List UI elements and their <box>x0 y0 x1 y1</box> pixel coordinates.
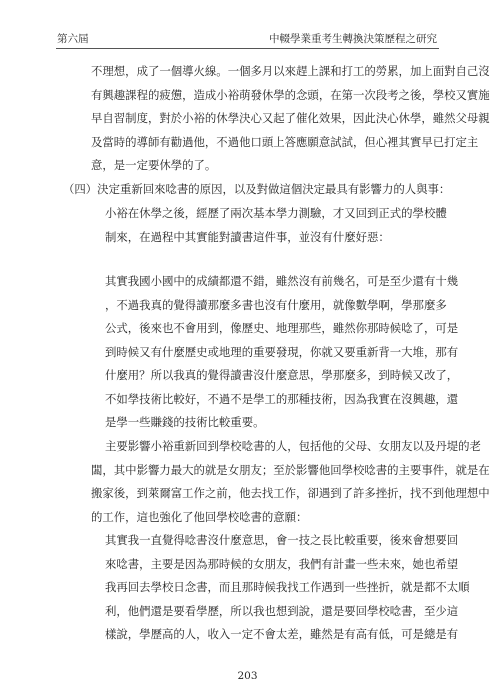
header-rule <box>56 48 439 49</box>
running-header-left: 第六屆 <box>57 33 89 45</box>
body-line: 不理想，成了一個導火線。一個多月以來趕上課和打工的勞累，加上面對自己沒 <box>91 64 490 78</box>
quote-line: 到時候又有什麼歷史或地理的重要發現，你就又要重新背一大堆，那有 <box>105 345 459 359</box>
body-line: 制來，在過程中其實能對讀書這件事，並沒有什麼好惡： <box>105 230 390 244</box>
quote-line: ，不過我真的覺得讀那麼多書也沒有什麼用，就像數學啊，學那麼多 <box>105 298 447 312</box>
section-heading: （四）決定重新回來唸書的原因，以及對做這個決定最具有影響力的人與事： <box>63 182 451 196</box>
quote-line: 是學一些賺錢的技術比較重要。 <box>105 415 265 429</box>
body-line: 及當時的導師有勸過他，不過他口頭上答應願意試試，但心裡其實早已打定主 <box>91 135 479 149</box>
body-line: 有興趣課程的疲憊，造成小裕萌發休學的念頭，在第一次段考之後，學校又實施 <box>91 88 490 102</box>
quote-line: 我再回去學校日念書，而且那時候我找工作遇到一些挫折，就是都不太順 <box>105 580 470 594</box>
body-line: 闆，其中影響力最大的就是女朋友；至於影響他回學校唸書的主要事件，就是在 <box>91 463 490 477</box>
page-number: 203 <box>237 670 258 682</box>
quote-line: 來唸書，主要是因為那時候的女朋友，我們有計畫一些未來，她也希望 <box>105 557 459 571</box>
body-line: 的工作，這也強化了他回學校唸書的意願： <box>91 510 308 524</box>
quote-line: 其實我國小國中的成績都還不錯，雖然沒有前幾名，可是至少還有十幾 <box>105 274 459 288</box>
body-line: 意，是一定要休學的了。 <box>91 158 217 172</box>
body-line: 搬家後，到萊爾富工作之前，他去找工作，卻遇到了許多挫折，找不到他理想中 <box>91 486 490 500</box>
quote-line: 什麼用？所以我真的覺得讀書沒什麼意思，學那麼多，到時候又改了， <box>105 368 459 382</box>
body-line: 早自習制度，對於小裕的休學決心又起了催化效果，因此決心休學，雖然父母親 <box>91 111 490 125</box>
body-line: 主要影響小裕重新回到學校唸書的人，包括他的父母、女朋友以及丹堤的老 <box>105 439 481 453</box>
quote-line: 利，他們還是要看學歷，所以我也想到說，還是要回學校唸書，至少這 <box>105 604 459 618</box>
quote-line: 不如學技術比較好，不過不是學工的那種技術，因為我實在沒興趣，還 <box>105 392 459 406</box>
quote-line: 樣說，學歷高的人，收入一定不會太差，雖然是有高有低，可是總是有 <box>105 627 459 641</box>
body-line: 小裕在休學之後，經歷了兩次基本學力測驗，才又回到正式的學校體 <box>105 206 447 220</box>
quote-line: 其實我一直覺得唸書沒什麼意思，會一技之長比較重要，後來會想要回 <box>105 533 459 547</box>
running-header-right: 中輟學業重考生轉換決策歷程之研究 <box>269 33 437 45</box>
quote-line: 公式，後來也不會用到，像歷史、地理那些，雖然你那時候唸了，可是 <box>105 321 459 335</box>
